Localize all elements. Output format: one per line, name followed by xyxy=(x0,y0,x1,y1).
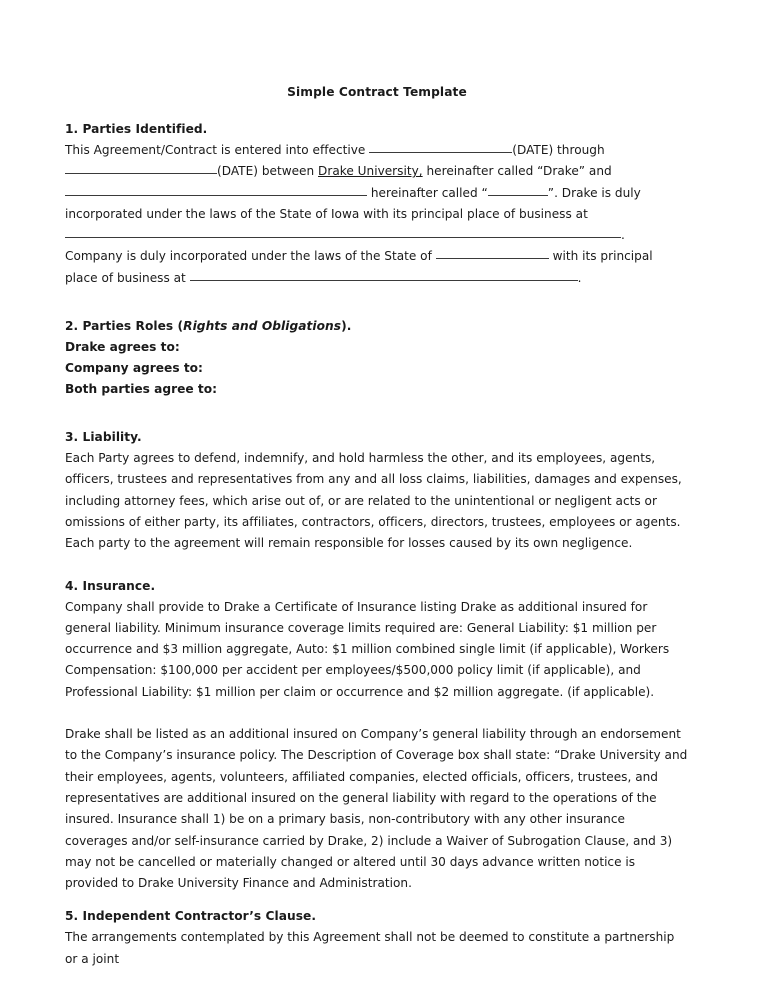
text-run: (DATE) between xyxy=(217,164,319,179)
section-heading-insurance: 4. Insurance. xyxy=(65,578,156,593)
text-run: Company is duly incorporated under the laws of the State of xyxy=(65,249,436,264)
paragraph-parties-identified-2 xyxy=(65,246,689,289)
spacer xyxy=(65,894,689,906)
spacer xyxy=(65,703,689,724)
spacer xyxy=(65,289,689,316)
text-run: with its principal place of business at xyxy=(65,249,653,285)
spacer xyxy=(65,400,689,427)
blank-company-state[interactable] xyxy=(436,247,549,259)
text-run: . xyxy=(577,270,582,285)
section-heading-parties-identified: 1. Parties Identified. xyxy=(65,122,208,136)
section-heading-liability: 3. Liability. xyxy=(65,430,142,445)
paragraph-insurance-2: Drake shall be listed as an additional insured on Company’s general liability through an endorsement to the Company’s insurance policy. The Description of Coverage box shall state: “Drake University and their employees, agents, volunteers, affiliated companies, elected officials, officers, trustees, and representatives are additional insured on the general liability with regard to the operations of the insured. Insurance shall 1) be on a primary basis, non-contributory with any other insurance coverages and/or self-insurance carried by Drake, 2) include a Waiver of Subrogation Clause, and 3) may not be cancelled or materially changed or altered until 30 days advance written notice is provided to Drake University Finance and Administration. xyxy=(65,727,688,891)
roles-item-both: Both parties agree to: xyxy=(65,382,217,397)
blank-through-date[interactable] xyxy=(65,162,217,174)
section-heading-parties-roles xyxy=(65,316,689,337)
paragraph-parties-identified-1 xyxy=(65,140,689,246)
blank-company-short-name[interactable] xyxy=(488,184,548,196)
text-run: 2. Parties Roles ( xyxy=(65,319,184,334)
roles-item-drake: Drake agrees to: xyxy=(65,340,180,355)
page-title: Simple Contract Template xyxy=(287,85,467,99)
section-heading-independent-contractor: 5. Independent Contractor’s Clause. xyxy=(65,909,317,924)
text-run: hereinafter called “Drake” and xyxy=(422,164,612,179)
blank-company-name[interactable] xyxy=(65,184,367,196)
paragraph-liability: Each Party agrees to defend, indemnify, and hold harmless the other, and its employees, agents, officers, trustees and representatives from any and all loss claims, liabilities, damages and expenses, including attorney fees, which arise out of, or are related to the unintentional or negligent acts or omissions of either party, its affiliates, contractors, officers, directors, trustees, employees or agents. Each party to the agreement will remain responsible for losses caused by its own negligence. xyxy=(65,451,682,551)
text-run: ). xyxy=(341,319,352,334)
text-run: . xyxy=(621,228,625,243)
text-run: This Agreement/Contract is entered into effective xyxy=(65,143,370,157)
blank-company-address[interactable] xyxy=(190,269,578,281)
paragraph-independent-contractor: The arrangements contemplated by this Agreement shall not be deemed to constitute a partnership or a joint xyxy=(65,930,675,966)
spacer xyxy=(65,555,689,576)
roles-item-company: Company agrees to: xyxy=(65,361,203,376)
text-run: (DATE) through xyxy=(512,143,605,157)
text-run: ”. Drake is duly incorporated under the laws of the State of Iowa with its principal place of business at xyxy=(65,185,641,221)
text-run-italic: Rights and Obligations xyxy=(183,319,342,334)
blank-drake-address[interactable] xyxy=(65,226,621,238)
paragraph-insurance-1: Company shall provide to Drake a Certificate of Insurance listing Drake as additional insured for general liability. Minimum insurance coverage limits required are: General Liability: $1 million per occurrence and $3 million aggregate, Auto: $1 million combined single limit (if applicable), Workers Compensation: $100,000 per accident per employees/$500,000 policy limit (if applicable), and Professional Liability: $1 million per claim or occurrence and $2 million aggregate. (if applicable). xyxy=(65,599,670,699)
text-run: hereinafter called “ xyxy=(367,185,488,200)
underlined-party-name: Drake University, xyxy=(318,164,423,179)
document-content xyxy=(65,84,689,970)
blank-effective-date[interactable] xyxy=(369,141,512,153)
